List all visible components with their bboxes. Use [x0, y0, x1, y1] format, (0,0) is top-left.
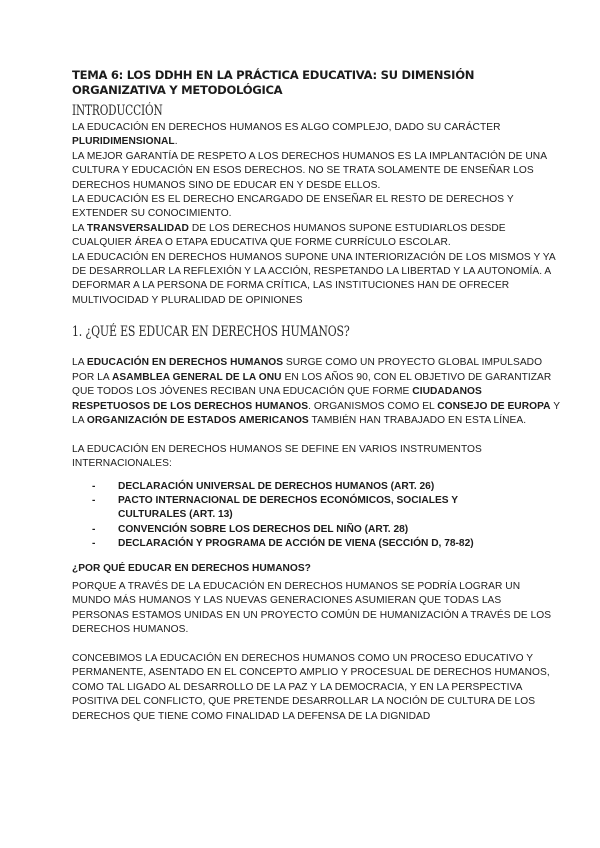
emphasis-text: ASAMBLEA GENERAL DE LA ONU: [112, 371, 282, 383]
instrument-label: PACTO INTERNACIONAL DE DERECHOS ECONÓMICOS, SOCIALES Y CULTURALES (ART. 13): [118, 494, 458, 521]
instrument-item: [92, 494, 510, 523]
intro-paragraph-4: [72, 222, 560, 251]
intro-p1-end: .: [174, 136, 178, 148]
why-paragraph-2: CONCEBIMOS LA EDUCACIÓN EN DERECHOS HUMANOS COMO UN PROCESO EDUCATIVO Y PERMANENTE, ASENTADO EN EL CONCEPTO AMPLIO Y PROCESUAL DE DERECHOS HUMANOS, COMO TAL LIGADO AL DESARROLLO DE LA PAZ Y LA DEMOCRACIA, Y EN LA PERSPECTIVA POSITIVA DEL CONFLICTO, QUE PRETENDE DESARROLLAR LA NOCIÓN DE CULTURA DE LOS DERECHOS QUE TIENE COMO FINALIDAD LA DEFENSA DE LA DIGNIDAD: [72, 652, 550, 722]
paragraph-text: EN LOS AÑOS 90, CON EL OBJETIVO DE GARANTIZAR QUE TODOS LOS JÓVENES RECIBAN UNA EDUCACIÓN QUE FORME: [72, 371, 552, 398]
emphasis-text: ORGANIZACIÓN DE ESTADOS AMERICANOS: [86, 414, 309, 426]
instrument-item: [92, 537, 510, 551]
list-dash: -: [92, 494, 96, 506]
section-1-heading: 1. ¿QUÉ ES EDUCAR EN DERECHOS HUMANOS?: [72, 324, 350, 341]
paragraph-text: . ORGANISMOS COMO EL: [308, 400, 438, 412]
paragraph-text: TAMBIÉN HAN TRABAJADO EN ESTA LÍNEA.: [308, 414, 527, 426]
why-heading: ¿POR QUÉ EDUCAR EN DERECHOS HUMANOS?: [72, 562, 311, 574]
emphasis-text: EDUCACIÓN EN DERECHOS HUMANOS: [86, 357, 284, 369]
intro-paragraph-5: LA EDUCACIÓN EN DERECHOS HUMANOS SUPONE UNA INTERIORIZACIÓN DE LOS MISMOS Y YA DE DESARROLLAR LA REFLEXIÓN Y LA ACCIÓN, RESPETANDO LA LIBERTAD Y LA AUTONOMÍA. A DEFORMAR A LA PERSONA DE FORMA CRÍTICA, LAS INSTITUCIONES HAN DE OFRECER MULTIVOCIDAD Y PLURALIDAD DE OPINIONES: [72, 251, 556, 306]
instrument-item: [92, 523, 510, 537]
intro-heading: INTRODUCCIÓN: [72, 103, 163, 119]
paragraph-text: Y LA: [72, 400, 560, 426]
intro-p4-end: DE LOS DERECHOS HUMANOS SUPONE ESTUDIARLOS DESDE CUALQUIER ÁREA O ETAPA EDUCATIVA QUE FORME CURRÍCULO ESCOLAR.: [72, 222, 506, 249]
intro-p1-bold: PLURIDIMENSIONAL: [72, 136, 175, 148]
list-dash: -: [92, 538, 96, 550]
emphasis-text: CIUDADANOS RESPETUOSOS DE LOS DERECHOS HUMANOS: [72, 386, 482, 412]
section-1-paragraph-2: LA EDUCACIÓN EN DERECHOS HUMANOS SE DEFINE EN VARIOS INSTRUMENTOS INTERNACIONALES:: [72, 443, 482, 470]
intro-paragraph-1: [72, 121, 560, 150]
intro-paragraph-2: LA MEJOR GARANTÍA DE RESPETO A LOS DERECHOS HUMANOS ES LA IMPLANTACIÓN DE UNA CULTURA Y EDUCACIÓN EN ESOS DERECHOS. NO SE TRATA SOLAMENTE DE ENSEÑAR LOS DERECHOS HUMANOS SINO DE EDUCAR EN Y DESDE ELLOS.: [72, 150, 547, 191]
list-dash: -: [92, 480, 96, 492]
paragraph-text: SURGE COMO UN PROYECTO GLOBAL IMPULSADO POR LA: [72, 357, 543, 383]
intro-paragraph-3: LA EDUCACIÓN ES EL DERECHO ENCARGADO DE ENSEÑAR EL RESTO DE DERECHOS Y EXTENDER SU CONOCIMIENTO.: [72, 194, 514, 220]
paragraph-text: LA: [72, 357, 87, 369]
intro-p4-text: LA: [72, 222, 87, 234]
instrument-label: DECLARACIÓN UNIVERSAL DE DERECHOS HUMANOS (ART. 26): [118, 480, 435, 492]
why-paragraph-1: PORQUE A TRAVÉS DE LA EDUCACIÓN EN DERECHOS HUMANOS SE PODRÍA LOGRAR UN MUNDO MÁS HUMANOS Y LAS NUEVAS GENERACIONES ASUMIERAN QUE TODAS LAS PERSONAS ESTAMOS UNIDAS EN UN PROYECTO COMÚN DE HUMANIZACIÓN A TRAVÉS DE LOS DERECHOS HUMANOS.: [72, 580, 552, 636]
intro-p1-text: LA EDUCACIÓN EN DERECHOS HUMANOS ES ALGO COMPLEJO, DADO SU CARÁCTER: [72, 122, 501, 133]
section-1-paragraph-1: [72, 356, 560, 428]
list-dash: -: [92, 523, 96, 535]
instruments-list: [72, 480, 560, 552]
instrument-item: [92, 480, 510, 494]
document-title: TEMA 6: LOS DDHH EN LA PRÁCTICA EDUCATIVA: SU DIMENSIÓN ORGANIZATIVA Y METODOLÓGICA: [72, 68, 475, 97]
instrument-label: CONVENCIÓN SOBRE LOS DERECHOS DEL NIÑO (ART. 28): [118, 523, 409, 535]
emphasis-text: CONSEJO DE EUROPA: [437, 400, 551, 412]
intro-p4-bold: TRANSVERSALIDAD: [86, 222, 189, 234]
instrument-label: DECLARACIÓN Y PROGRAMA DE ACCIÓN DE VIENA (SECCIÓN D, 78-82): [118, 538, 474, 550]
